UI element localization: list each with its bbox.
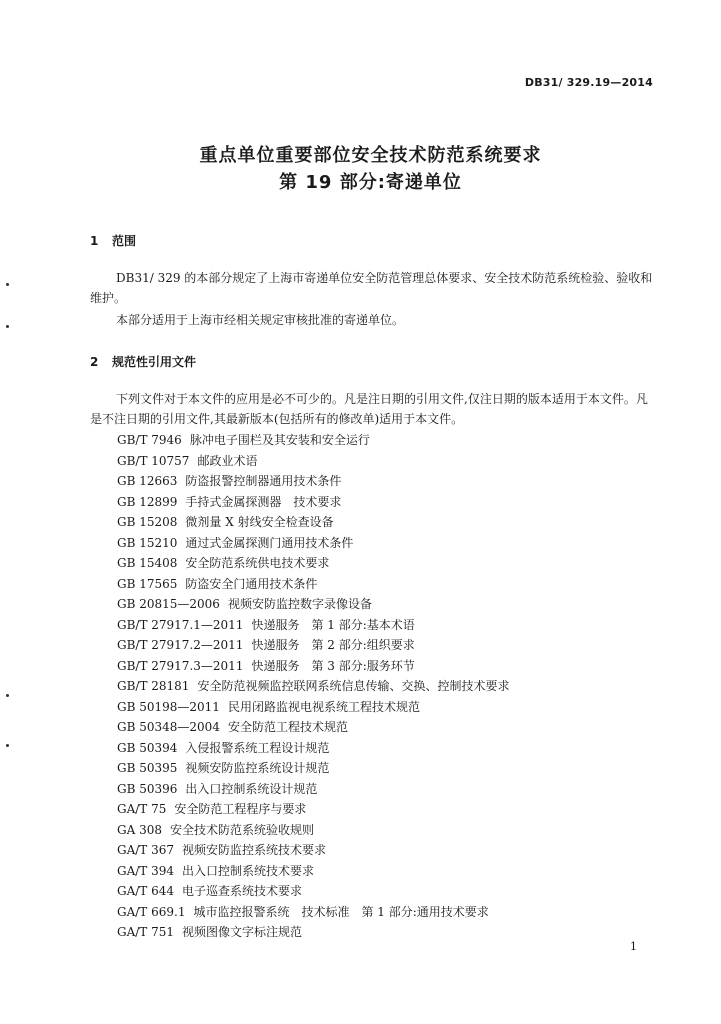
reference-code: GB 15408 [117,556,178,570]
references-intro-paragraph: 下列文件对于本文件的应用是必不可少的。凡是注日期的引用文件,仅注日期的版本适用于本文件。凡是不注日期的引用文件,其最新版本(包括所有的修改单)适用于本文件。 [90,392,648,426]
reference-code: GB/T 10757 [117,453,190,468]
margin-mark [6,325,9,328]
reference-item [117,861,509,882]
reference-item [117,615,509,636]
reference-item [117,697,509,718]
reference-title: 视频安防监控系统设计规范 [185,761,330,775]
reference-title: 邮政业术语 [197,453,258,468]
section-title: 范围 [112,234,137,248]
reference-item [117,553,509,574]
section-number: 1 [90,234,99,248]
reference-item [117,820,509,841]
standard-code: DB31/ 329.19—2014 [524,76,653,89]
reference-item [117,676,509,697]
reference-title: 脉冲电子围栏及其安装和安全运行 [189,433,370,447]
margin-mark [6,744,9,747]
section-heading-scope [90,232,136,249]
reference-item [117,430,509,451]
reference-title: 出入口控制系统设计规范 [185,781,318,796]
reference-code: GB 12899 [117,494,178,509]
reference-code: GB/T 27917.3—2011 [117,658,244,673]
reference-code: GB 50396 [117,781,178,796]
reference-item [117,799,509,820]
reference-code: GB/T 7946 [117,433,182,447]
reference-title: 安全防范系统供电技术要求 [185,556,330,570]
reference-item [117,881,509,902]
reference-code: GB/T 28181 [117,679,190,693]
section-title: 规范性引用文件 [112,355,197,369]
reference-title: 安全防范视频监控联网系统信息传输、交换、控制技术要求 [197,679,510,693]
reference-title: 安全防范工程技术规范 [227,720,348,734]
reference-item [117,594,509,615]
reference-title: 视频图像文字标注规范 [182,925,303,939]
reference-item [117,758,509,779]
reference-title: 入侵报警系统工程设计规范 [185,740,330,755]
reference-item [117,533,509,554]
reference-item [117,451,509,472]
reference-title: 快递服务 第 3 部分:服务环节 [251,658,415,673]
reference-code: GB 20815—2006 [117,597,220,611]
reference-item [117,902,509,923]
reference-item [117,656,509,677]
reference-code: GA/T 75 [117,802,167,816]
document-subtitle: 第 19 部分:寄递单位 [279,172,462,193]
reference-item [117,492,509,513]
reference-code: GA/T 751 [117,925,175,939]
reference-title: 快递服务 第 2 部分:组织要求 [251,638,415,652]
section-heading-references [90,353,196,370]
margin-mark [6,283,9,286]
reference-code: GA 308 [117,822,162,837]
reference-title: 出入口控制系统技术要求 [182,863,315,878]
reference-item [117,779,509,800]
reference-item [117,738,509,759]
reference-code: GA/T 367 [117,843,175,857]
reference-code: GB 50198—2011 [117,699,220,714]
reference-item [117,512,509,533]
reference-code: GB 50394 [117,740,178,755]
reference-title: 城市监控报警系统 技术标准 第 1 部分:通用技术要求 [193,904,489,919]
reference-code: GB/T 27917.2—2011 [117,638,244,652]
reference-item [117,717,509,738]
reference-title: 视频安防监控数字录像设备 [227,597,372,611]
reference-title: 安全技术防范系统验收规则 [169,822,314,837]
reference-code: GB 15210 [117,535,178,550]
reference-code: GB/T 27917.1—2011 [117,617,244,632]
reference-code: GB 17565 [117,576,178,591]
reference-title: 视频安防监控系统技术要求 [182,843,327,857]
reference-title: 手持式金属探测器 技术要求 [185,494,342,509]
reference-title: 防盗安全门通用技术条件 [185,576,318,591]
reference-code: GA/T 644 [117,884,175,898]
reference-title: 快递服务 第 1 部分:基本术语 [251,617,415,632]
document-title: 重点单位重要部位安全技术防范系统要求 [199,145,542,166]
reference-code: GA/T 394 [117,863,175,878]
reference-title: 电子巡查系统技术要求 [182,884,303,898]
reference-code: GB 50395 [117,761,178,775]
reference-code: GB 12663 [117,474,178,488]
reference-title: 安全防范工程程序与要求 [174,802,307,816]
reference-title: 民用闭路监视电视系统工程技术规范 [227,699,420,714]
reference-item [117,922,509,943]
reference-code: GA/T 669.1 [117,904,186,919]
reference-item [117,840,509,861]
reference-title: 防盗报警控制器通用技术条件 [185,474,342,488]
margin-mark [6,694,9,697]
reference-code: GB 50348—2004 [117,720,220,734]
reference-code: GB 15208 [117,515,178,529]
reference-item [117,574,509,595]
scope-paragraph-1: DB31/ 329 的本部分规定了上海市寄递单位安全防范管理总体要求、安全技术防范系统检验、验收和维护。 [90,271,653,305]
reference-title: 通过式金属探测门通用技术条件 [185,535,354,550]
scope-paragraph-2: 本部分适用于上海市经相关规定审核批准的寄递单位。 [116,313,405,327]
reference-item [117,471,509,492]
reference-item [117,635,509,656]
reference-title: 微剂量 X 射线安全检查设备 [185,515,334,529]
page-number: 1 [630,940,637,953]
section-number: 2 [90,355,99,369]
reference-list [117,430,509,943]
